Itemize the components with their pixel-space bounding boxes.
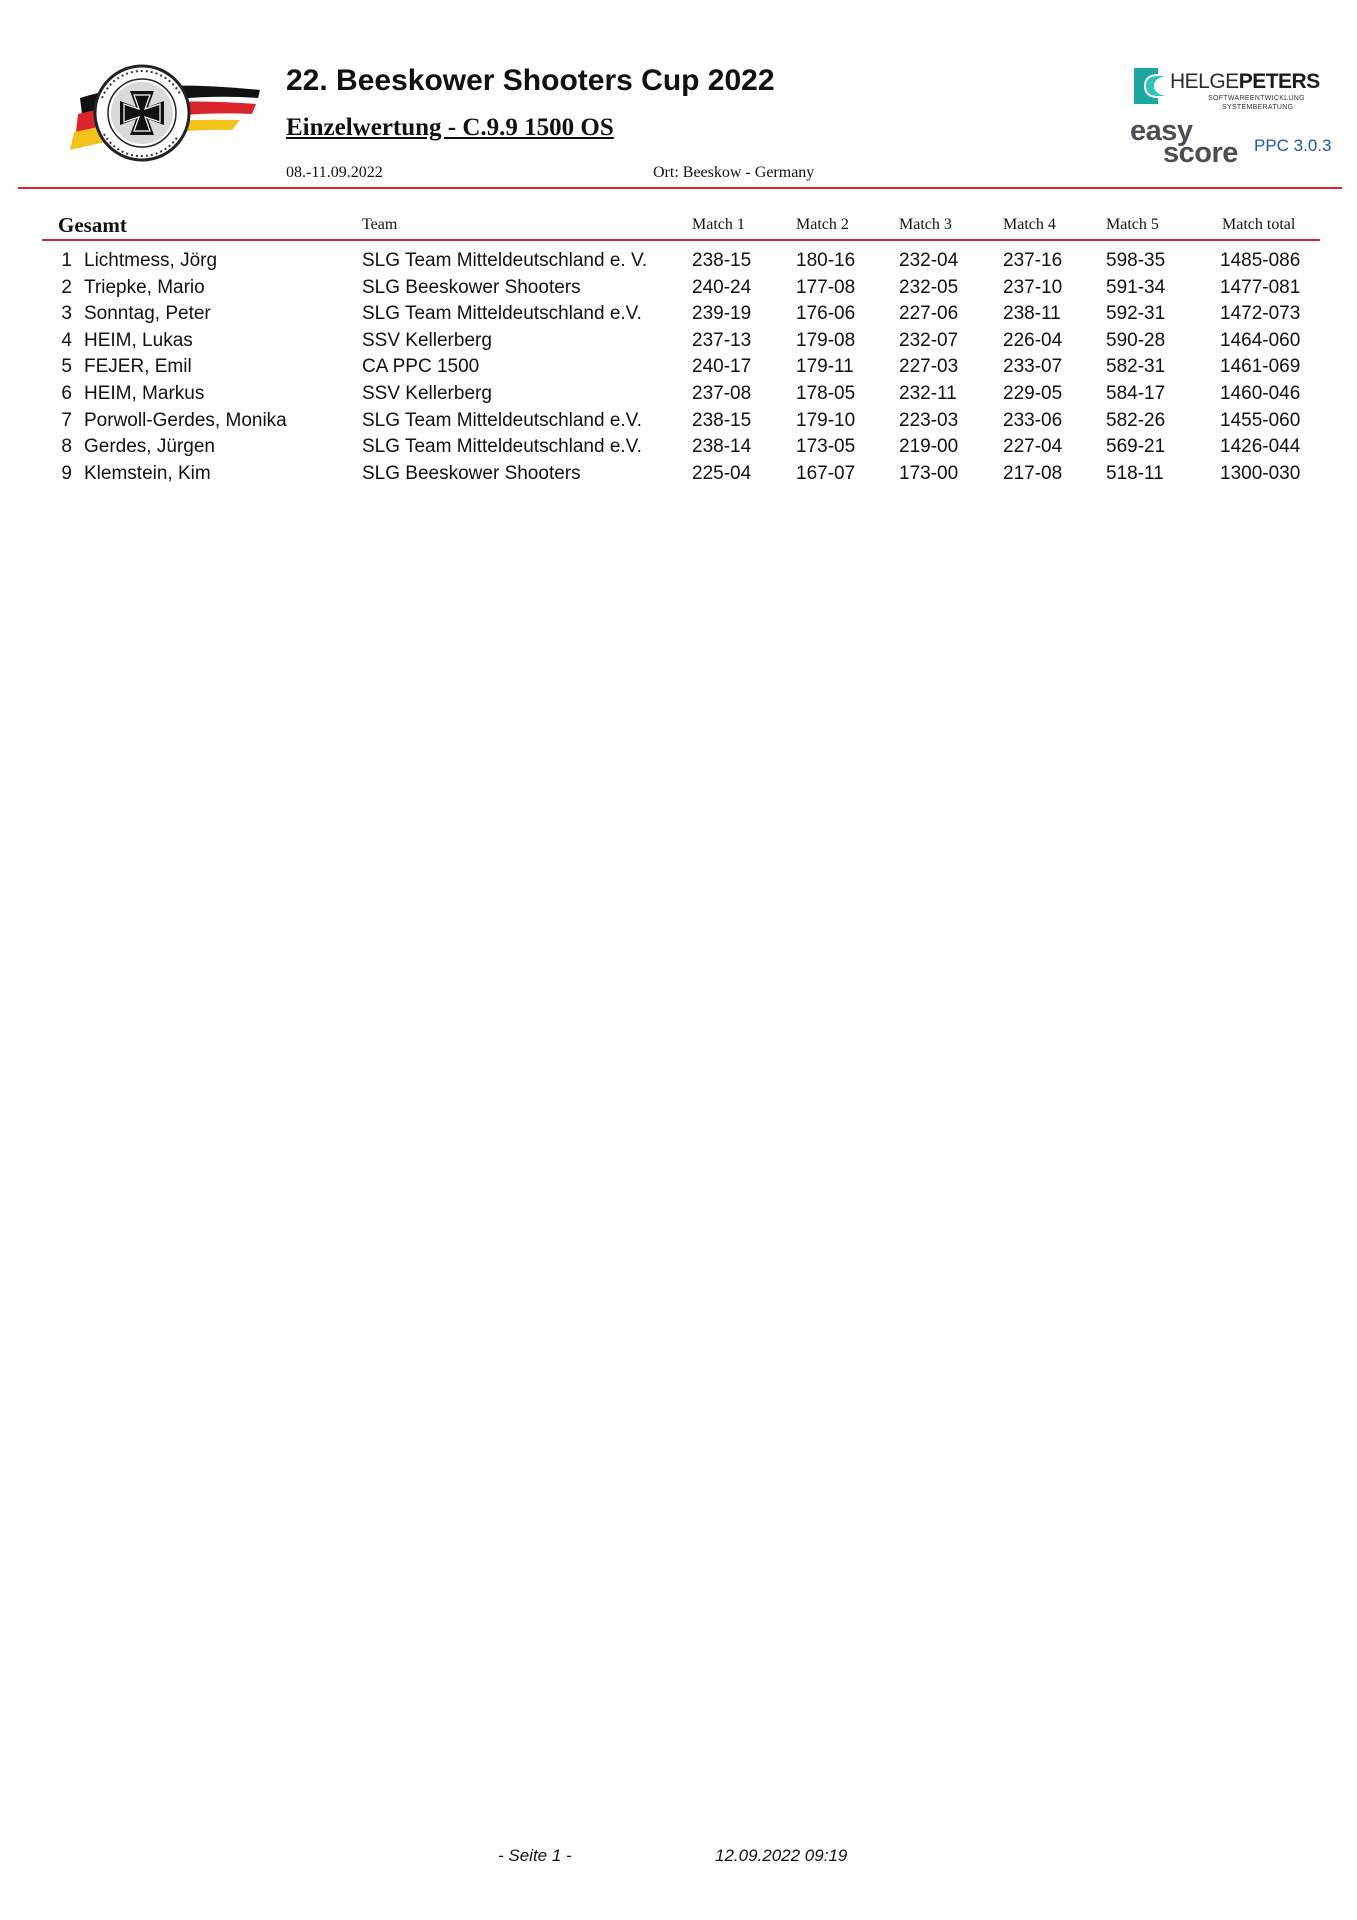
rank-cell: 2	[61, 276, 72, 298]
name-cell: Gerdes, Jürgen	[84, 436, 215, 458]
match-3-cell: 219-00	[899, 436, 959, 458]
team-cell: SLG Beeskower Shooters	[362, 462, 581, 484]
table-row	[0, 328, 1357, 355]
match-2-cell: 178-05	[796, 382, 856, 404]
easyscore-logo	[1130, 115, 1238, 169]
match-5-cell: 569-21	[1106, 436, 1166, 458]
match-3-cell: 232-11	[899, 382, 957, 404]
match-1-cell: 240-17	[692, 356, 752, 378]
print-timestamp: 12.09.2022 09:19	[715, 1846, 848, 1865]
name-cell: Porwoll-Gerdes, Monika	[84, 409, 287, 431]
company-name-light: HELGE	[1170, 70, 1239, 93]
match-5-cell: 590-28	[1106, 329, 1166, 351]
team-cell: SLG Team Mitteldeutschland e.V.	[362, 409, 642, 431]
name-cell: HEIM, Lukas	[84, 329, 193, 351]
match-total-cell: 1426-044	[1220, 436, 1301, 458]
match-2-cell: 167-07	[796, 462, 856, 484]
team-cell: SSV Kellerberg	[362, 329, 492, 351]
match-4-cell: 237-16	[1003, 250, 1063, 271]
table-row	[0, 248, 1357, 275]
match-total-cell: 1472-073	[1220, 303, 1301, 325]
match-3-cell: 227-06	[899, 303, 959, 325]
rank-cell: 3	[61, 303, 72, 325]
match-1-cell: 237-13	[692, 329, 752, 351]
team-cell: CA PPC 1500	[362, 356, 480, 378]
table-row	[0, 408, 1357, 435]
match-4-cell: 233-06	[1003, 409, 1063, 431]
name-cell: Triepke, Mario	[84, 276, 205, 298]
match-2-cell: 180-16	[796, 250, 856, 271]
column-header-team: Team	[362, 216, 398, 233]
rank-cell: 1	[61, 250, 72, 271]
match-4-cell: 233-07	[1003, 356, 1063, 378]
match-1-cell: 238-14	[692, 436, 752, 458]
name-cell: FEJER, Emil	[84, 356, 192, 378]
match-total-cell: 1485-086	[1220, 250, 1301, 271]
team-cell: SLG Beeskower Shooters	[362, 276, 581, 298]
match-3-cell: 173-00	[899, 462, 959, 484]
match-2-cell: 179-10	[796, 409, 856, 431]
team-cell: SSV Kellerberg	[362, 382, 492, 404]
rank-cell: 4	[61, 329, 72, 351]
header-divider	[18, 187, 1342, 189]
table-row	[0, 381, 1357, 408]
table-header-divider	[42, 239, 1320, 241]
match-total-cell: 1300-030	[1220, 462, 1301, 484]
software-version: PPC 3.0.3	[1254, 136, 1332, 155]
rank-cell: 9	[61, 462, 72, 484]
match-1-cell: 238-15	[692, 409, 752, 431]
match-3-cell: 232-04	[899, 250, 959, 271]
match-1-cell: 237-08	[692, 382, 752, 404]
event-date: 08.-11.09.2022	[286, 164, 383, 181]
match-3-cell: 227-03	[899, 356, 959, 378]
match-total-cell: 1477-081	[1220, 276, 1301, 298]
column-header-match-2: Match 2	[796, 216, 849, 233]
match-2-cell: 173-05	[796, 436, 856, 458]
table-row	[0, 275, 1357, 302]
name-cell: HEIM, Markus	[84, 382, 205, 404]
event-location: Ort: Beeskow - Germany	[653, 164, 815, 181]
table-row	[0, 434, 1357, 461]
match-total-cell: 1461-069	[1220, 356, 1301, 378]
match-5-cell: 592-31	[1106, 303, 1166, 325]
product-name-1: easy	[1130, 115, 1193, 147]
company-tagline-2: SYSTEMBERATUNG	[1222, 104, 1294, 111]
match-4-cell: 226-04	[1003, 329, 1063, 351]
column-header-match-5: Match 5	[1106, 216, 1159, 233]
match-2-cell: 179-11	[796, 356, 854, 378]
match-4-cell: 237-10	[1003, 276, 1063, 298]
match-5-cell: 582-31	[1106, 356, 1166, 378]
match-1-cell: 240-24	[692, 276, 752, 298]
page-number: - Seite 1 -	[498, 1846, 572, 1865]
section-title: Gesamt	[58, 213, 127, 237]
column-header-match-1: Match 1	[692, 216, 745, 233]
match-5-cell: 584-17	[1106, 382, 1166, 404]
table-row	[0, 461, 1357, 488]
company-name-bold: PETERS	[1238, 70, 1320, 93]
club-emblem-logo	[60, 58, 265, 168]
company-tagline-1: SOFTWAREENTWICKLUNG	[1208, 95, 1305, 102]
product-name-2: score	[1163, 137, 1238, 169]
rank-cell: 5	[61, 356, 72, 378]
name-cell: Sonntag, Peter	[84, 303, 211, 325]
match-1-cell: 239-19	[692, 303, 752, 325]
match-4-cell: 217-08	[1003, 462, 1063, 484]
column-header-match-3: Match 3	[899, 216, 952, 233]
match-2-cell: 179-08	[796, 329, 856, 351]
match-5-cell: 582-26	[1106, 409, 1166, 431]
rank-cell: 7	[61, 409, 72, 431]
match-3-cell: 232-07	[899, 329, 959, 351]
results-table	[0, 248, 1357, 487]
match-total-cell: 1455-060	[1220, 409, 1301, 431]
team-cell: SLG Team Mitteldeutschland e.V.	[362, 303, 642, 325]
match-5-cell: 591-34	[1106, 276, 1166, 298]
match-4-cell: 238-11	[1003, 303, 1061, 325]
column-header-match-total: Match total	[1222, 216, 1296, 233]
document-subtitle: Einzelwertung - C.9.9 1500 OS	[286, 114, 614, 141]
name-cell: Klemstein, Kim	[84, 462, 211, 484]
match-1-cell: 238-15	[692, 250, 752, 271]
helge-peters-wordmark	[1170, 70, 1320, 94]
team-cell: SLG Team Mitteldeutschland e.V.	[362, 436, 642, 458]
match-total-cell: 1460-046	[1220, 382, 1301, 404]
match-5-cell: 598-35	[1106, 250, 1166, 271]
match-3-cell: 232-05	[899, 276, 959, 298]
team-cell: SLG Team Mitteldeutschland e. V.	[362, 250, 648, 271]
match-4-cell: 227-04	[1003, 436, 1063, 458]
name-cell: Lichtmess, Jörg	[84, 250, 218, 271]
match-5-cell: 518-11	[1106, 462, 1164, 484]
match-2-cell: 176-06	[796, 303, 856, 325]
column-header-match-4: Match 4	[1003, 216, 1056, 233]
match-4-cell: 229-05	[1003, 382, 1063, 404]
rank-cell: 6	[61, 382, 72, 404]
table-row	[0, 354, 1357, 381]
match-1-cell: 225-04	[692, 462, 752, 484]
rank-cell: 8	[61, 436, 72, 458]
match-3-cell: 223-03	[899, 409, 959, 431]
match-2-cell: 177-08	[796, 276, 856, 298]
match-total-cell: 1464-060	[1220, 329, 1301, 351]
table-row	[0, 301, 1357, 328]
document-title: 22. Beeskower Shooters Cup 2022	[286, 64, 775, 97]
